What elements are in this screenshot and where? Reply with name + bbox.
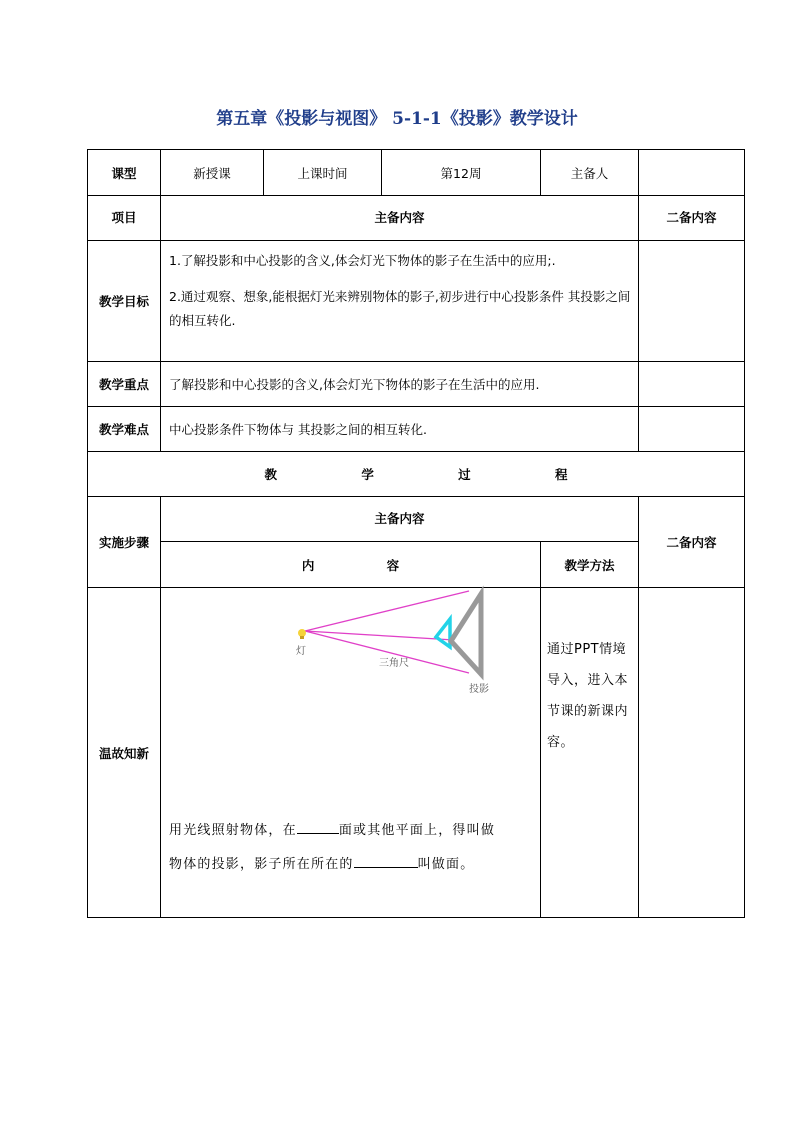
triangle-shadow bbox=[451, 594, 481, 674]
review-label: 温故知新 bbox=[88, 588, 161, 918]
process-heading bbox=[88, 452, 745, 497]
lamp-label: 灯 bbox=[296, 646, 306, 657]
fill-text-part1: 用光线照射物体，在 bbox=[169, 823, 297, 838]
course-type-label: 课型 bbox=[88, 150, 161, 196]
lesson-plan-table bbox=[87, 149, 745, 918]
fill-blank-1 bbox=[297, 819, 339, 834]
content-label: 内 容 bbox=[301, 557, 434, 573]
difficulties-label: 教学难点 bbox=[88, 407, 161, 452]
difficulties-text: 中心投影条件下物体与 其投影之间的相互转化. bbox=[161, 407, 639, 452]
review-content bbox=[161, 588, 541, 918]
method-label: 教学方法 bbox=[541, 542, 639, 588]
goals-second-content bbox=[639, 241, 745, 362]
difficulties-second-content bbox=[639, 407, 745, 452]
review-second-content bbox=[639, 588, 745, 918]
process-main-content-header: 主备内容 bbox=[161, 497, 639, 542]
process-second-content-header: 二备内容 bbox=[639, 497, 745, 588]
lead-preparer-label: 主备人 bbox=[541, 150, 639, 196]
page-title: 第五章《投影与视图》 5-1-1《投影》教学设计 bbox=[216, 109, 578, 129]
second-content-header: 二备内容 bbox=[639, 196, 745, 241]
goal-item-2: 2.通过观察、想象,能根据灯光来辨别物体的影子,初步进行中心投影条件 其投影之间的相互转化. bbox=[169, 289, 631, 328]
fill-blank-2 bbox=[354, 853, 418, 868]
goal-item-1: 1.了解投影和中心投影的含义,体会灯光下物体的影子在生活中的应用;. bbox=[169, 253, 556, 268]
triangle-ruler bbox=[436, 619, 450, 647]
fill-text-part2: 面或其他平面上，得叫做物体的投影，影子所在所在的 bbox=[169, 823, 496, 872]
ruler-label: 三角尺 bbox=[379, 658, 409, 669]
steps-label: 实施步骤 bbox=[88, 497, 161, 588]
item-header: 项目 bbox=[88, 196, 161, 241]
lamp-base bbox=[300, 636, 304, 639]
main-content-header: 主备内容 bbox=[161, 196, 639, 241]
goals-label: 教学目标 bbox=[88, 241, 161, 362]
key-points-label: 教学重点 bbox=[88, 362, 161, 407]
process-heading-text: 教 学 过 程 bbox=[264, 467, 608, 482]
light-ray-middle bbox=[305, 631, 454, 640]
lead-preparer-value bbox=[639, 150, 745, 196]
fill-text-part3: 叫做面。 bbox=[417, 857, 475, 872]
fill-in-text bbox=[169, 814, 509, 882]
key-points-second-content bbox=[639, 362, 745, 407]
key-points-text: 了解投影和中心投影的含义,体会灯光下物体的影子在生活中的应用. bbox=[161, 362, 639, 407]
content-label-cell bbox=[161, 542, 541, 588]
class-time-value: 第12周 bbox=[382, 150, 541, 196]
review-method: 通过PPT情境导入，进入本节课的新课内容。 bbox=[541, 588, 639, 918]
lamp-icon bbox=[298, 629, 306, 637]
course-type-value: 新授课 bbox=[161, 150, 264, 196]
class-time-label: 上课时间 bbox=[264, 150, 382, 196]
projection-label: 投影 bbox=[469, 684, 489, 695]
goals-content bbox=[161, 241, 639, 362]
projection-figure bbox=[213, 588, 489, 700]
